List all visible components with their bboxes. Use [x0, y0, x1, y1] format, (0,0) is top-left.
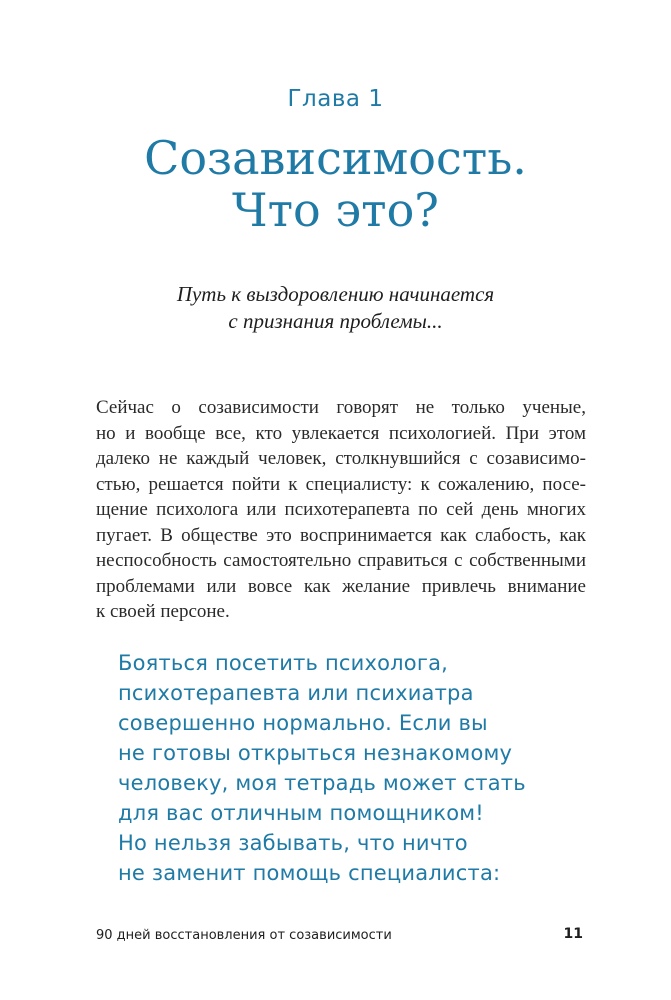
callout-line: не заменит помощь специалиста: — [118, 861, 501, 885]
body-line: далеко не каждый человек, столкнувшийся с созависимо- — [96, 448, 586, 469]
chapter-label: Глава 1 — [287, 86, 384, 112]
page-number: 11 — [563, 926, 583, 942]
callout-line: не готовы открыться незнакомому — [118, 741, 513, 765]
body-line: Сейчас о созависимости говорят не только ученые, — [96, 397, 586, 418]
body-line: к своей персоне. — [96, 601, 230, 622]
callout-quote — [118, 648, 578, 888]
callout-line: психотерапевта или психиатра — [118, 681, 474, 705]
epigraph — [0, 281, 671, 335]
body-line: щение психолога или психотерапевта по сей день многих — [96, 499, 586, 520]
epigraph-line: с признания проблемы... — [228, 309, 443, 333]
body-paragraph — [96, 395, 586, 625]
chapter-title-line: Что это? — [232, 183, 439, 237]
body-line: стью, решается пойти к специалисту: к сожалению, посе- — [96, 473, 586, 495]
body-line: неспособность самостоятельно справиться с собственными — [96, 550, 586, 571]
callout-line: для вас отличным помощником! — [118, 801, 484, 825]
callout-line: Но нельзя забывать, что ничто — [118, 831, 468, 855]
body-line: проблемами или вовсе как желание привлечь внимание — [96, 575, 586, 597]
body-line: но и вообще все, кто увлекается психологией. При этом — [96, 422, 586, 444]
callout-line: человеку, моя тетрадь может стать — [118, 771, 526, 795]
chapter-title-line: Созависимость. — [144, 131, 527, 185]
epigraph-line: Путь к выздоровлению начинается — [176, 282, 495, 306]
callout-line: совершенно нормально. Если вы — [118, 711, 488, 735]
footer-book-title: 90 дней восстановления от созависимости — [96, 928, 392, 943]
callout-line: Бояться посетить психолога, — [118, 651, 449, 675]
chapter-title — [0, 132, 671, 236]
body-line: пугает. В обществе это воспринимается как слабость, как — [96, 524, 586, 546]
